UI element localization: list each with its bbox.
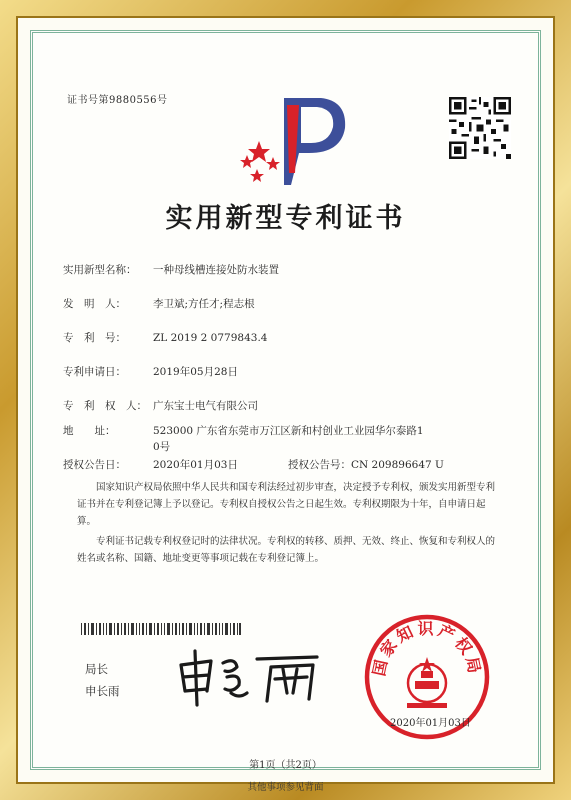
field-value: 2020年01月03日 [153, 459, 238, 471]
field-value: 一种母线槽连接处防水装置 [153, 264, 279, 276]
field-value: 广东宝士电气有限公司 [153, 400, 258, 412]
field-value: CN 209896647 U [351, 459, 444, 471]
frame-inner [16, 16, 555, 784]
field-announcement-number [288, 458, 444, 472]
field-patent-number [63, 331, 267, 345]
field-label: 授权公告日： [63, 459, 126, 471]
grant-paragraph: 国家知识产权局依照中华人民共和国专利法经过初步审查，决定授予专利权，颁发实用新型专利证书并在专利登记簿上予以登记。专利权自授权公告之日起生效。专利权期限为十年，自申请日起算。 [77, 482, 496, 527]
qr-code-icon [449, 97, 511, 159]
svg-text:国家知识产权局: 国家知识产权局 [369, 619, 485, 678]
address-line-1: 523000 广东省东莞市万江区新和村创业工业园华尔泰路1 [153, 425, 424, 437]
field-label: 专 利 权 人： [63, 400, 147, 412]
field-address [63, 424, 424, 438]
field-label: 发 明 人： [63, 298, 126, 310]
field-utility-model-name [63, 263, 279, 277]
field-label: 专利申请日： [63, 366, 126, 378]
barcode-icon [81, 623, 241, 635]
field-label: 专 利 号： [63, 332, 126, 344]
legal-status-paragraph: 专利证书记载专利权登记时的法律状况。专利权的转移、质押、无效、终止、恢复和专利权人的姓名或名称、国籍、地址变更等事项记载在专利登记簿上。 [77, 536, 496, 564]
director-signature-icon [175, 647, 325, 707]
field-value: 李卫斌;方任才;程志根 [153, 298, 255, 310]
director-name: 申长雨 [85, 684, 120, 698]
director-title: 局长 [85, 662, 108, 676]
field-value: ZL 2019 2 0779843.4 [153, 332, 268, 344]
field-value: 2019年05月28日 [153, 366, 238, 378]
address-line-2: 0号 [153, 441, 171, 453]
certificate-title: 实用新型专利证书 [165, 203, 406, 234]
field-label: 地 址： [63, 425, 116, 437]
page-indicator: 第1页（共2页） [249, 760, 322, 771]
cnipa-logo-icon [229, 93, 349, 193]
field-announcement-date [63, 458, 238, 472]
field-label: 实用新型名称： [63, 264, 137, 276]
certificate-number: 证书号第9880556号 [67, 95, 168, 106]
seal-date: 2020年01月03日 [390, 718, 471, 729]
certificate-paper [30, 30, 541, 770]
field-label: 授权公告号： [288, 459, 351, 471]
footnote: 其他事项参见背面 [247, 782, 324, 793]
field-application-date [63, 365, 238, 379]
field-patentee [63, 399, 258, 413]
field-inventors [63, 297, 255, 311]
